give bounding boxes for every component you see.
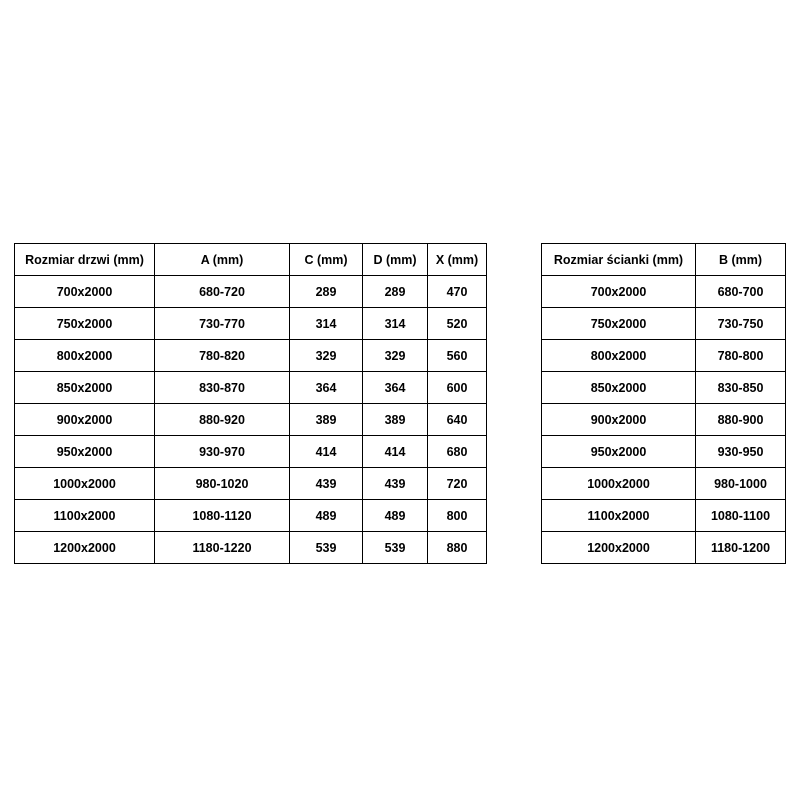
cell-size: 900x2000 bbox=[15, 404, 155, 436]
cell-x: 720 bbox=[428, 468, 487, 500]
wall-table-header bbox=[542, 244, 786, 276]
cell-size: 800x2000 bbox=[15, 340, 155, 372]
doors-col-header-a: A (mm) bbox=[155, 244, 290, 276]
cell-c: 489 bbox=[290, 500, 363, 532]
cell-c: 364 bbox=[290, 372, 363, 404]
cell-x: 680 bbox=[428, 436, 487, 468]
cell-a: 1180-1220 bbox=[155, 532, 290, 564]
cell-b: 780-800 bbox=[696, 340, 786, 372]
table-row bbox=[15, 532, 487, 564]
doors-dimensions-table bbox=[14, 243, 487, 564]
cell-c: 314 bbox=[290, 308, 363, 340]
cell-x: 600 bbox=[428, 372, 487, 404]
table-row bbox=[15, 308, 487, 340]
cell-size: 700x2000 bbox=[15, 276, 155, 308]
cell-b: 930-950 bbox=[696, 436, 786, 468]
table-header-row bbox=[15, 244, 487, 276]
cell-size: 950x2000 bbox=[15, 436, 155, 468]
cell-size: 1000x2000 bbox=[15, 468, 155, 500]
cell-size: 950x2000 bbox=[542, 436, 696, 468]
cell-c: 329 bbox=[290, 340, 363, 372]
cell-a: 1080-1120 bbox=[155, 500, 290, 532]
cell-d: 314 bbox=[363, 308, 428, 340]
cell-d: 439 bbox=[363, 468, 428, 500]
doors-col-header-size: Rozmiar drzwi (mm) bbox=[15, 244, 155, 276]
cell-a: 830-870 bbox=[155, 372, 290, 404]
doors-col-header-x: X (mm) bbox=[428, 244, 487, 276]
doors-col-header-d: D (mm) bbox=[363, 244, 428, 276]
cell-c: 389 bbox=[290, 404, 363, 436]
cell-size: 800x2000 bbox=[542, 340, 696, 372]
table-row bbox=[542, 532, 786, 564]
cell-a: 680-720 bbox=[155, 276, 290, 308]
cell-b: 1080-1100 bbox=[696, 500, 786, 532]
tables-container bbox=[14, 243, 786, 564]
cell-b: 980-1000 bbox=[696, 468, 786, 500]
table-row bbox=[542, 340, 786, 372]
cell-x: 470 bbox=[428, 276, 487, 308]
table-row bbox=[542, 276, 786, 308]
table-row bbox=[542, 372, 786, 404]
table-row bbox=[15, 404, 487, 436]
cell-d: 364 bbox=[363, 372, 428, 404]
cell-d: 489 bbox=[363, 500, 428, 532]
cell-size: 750x2000 bbox=[542, 308, 696, 340]
cell-c: 439 bbox=[290, 468, 363, 500]
wall-table-body bbox=[542, 276, 786, 564]
cell-size: 850x2000 bbox=[542, 372, 696, 404]
cell-b: 880-900 bbox=[696, 404, 786, 436]
cell-a: 880-920 bbox=[155, 404, 290, 436]
cell-d: 539 bbox=[363, 532, 428, 564]
cell-b: 730-750 bbox=[696, 308, 786, 340]
table-row bbox=[15, 500, 487, 532]
cell-size: 1000x2000 bbox=[542, 468, 696, 500]
cell-size: 700x2000 bbox=[542, 276, 696, 308]
cell-size: 1200x2000 bbox=[15, 532, 155, 564]
doors-table-body bbox=[15, 276, 487, 564]
cell-c: 414 bbox=[290, 436, 363, 468]
doors-table-header bbox=[15, 244, 487, 276]
wall-col-header-size: Rozmiar ścianki (mm) bbox=[542, 244, 696, 276]
cell-c: 539 bbox=[290, 532, 363, 564]
cell-size: 750x2000 bbox=[15, 308, 155, 340]
cell-d: 389 bbox=[363, 404, 428, 436]
cell-a: 780-820 bbox=[155, 340, 290, 372]
cell-d: 289 bbox=[363, 276, 428, 308]
table-row bbox=[15, 340, 487, 372]
cell-x: 520 bbox=[428, 308, 487, 340]
table-row bbox=[542, 404, 786, 436]
table-row bbox=[542, 468, 786, 500]
table-row bbox=[542, 500, 786, 532]
cell-size: 850x2000 bbox=[15, 372, 155, 404]
cell-d: 329 bbox=[363, 340, 428, 372]
wall-col-header-b: B (mm) bbox=[696, 244, 786, 276]
table-row bbox=[542, 436, 786, 468]
table-row bbox=[542, 308, 786, 340]
cell-a: 730-770 bbox=[155, 308, 290, 340]
wall-dimensions-table bbox=[541, 243, 786, 564]
cell-x: 640 bbox=[428, 404, 487, 436]
table-row bbox=[15, 436, 487, 468]
cell-a: 930-970 bbox=[155, 436, 290, 468]
table-row bbox=[15, 372, 487, 404]
cell-size: 1100x2000 bbox=[15, 500, 155, 532]
cell-d: 414 bbox=[363, 436, 428, 468]
cell-b: 830-850 bbox=[696, 372, 786, 404]
cell-a: 980-1020 bbox=[155, 468, 290, 500]
table-row bbox=[15, 468, 487, 500]
cell-b: 680-700 bbox=[696, 276, 786, 308]
table-row bbox=[15, 276, 487, 308]
cell-x: 880 bbox=[428, 532, 487, 564]
cell-x: 800 bbox=[428, 500, 487, 532]
cell-size: 1100x2000 bbox=[542, 500, 696, 532]
cell-size: 1200x2000 bbox=[542, 532, 696, 564]
cell-x: 560 bbox=[428, 340, 487, 372]
doors-col-header-c: C (mm) bbox=[290, 244, 363, 276]
cell-size: 900x2000 bbox=[542, 404, 696, 436]
table-header-row bbox=[542, 244, 786, 276]
cell-b: 1180-1200 bbox=[696, 532, 786, 564]
cell-c: 289 bbox=[290, 276, 363, 308]
